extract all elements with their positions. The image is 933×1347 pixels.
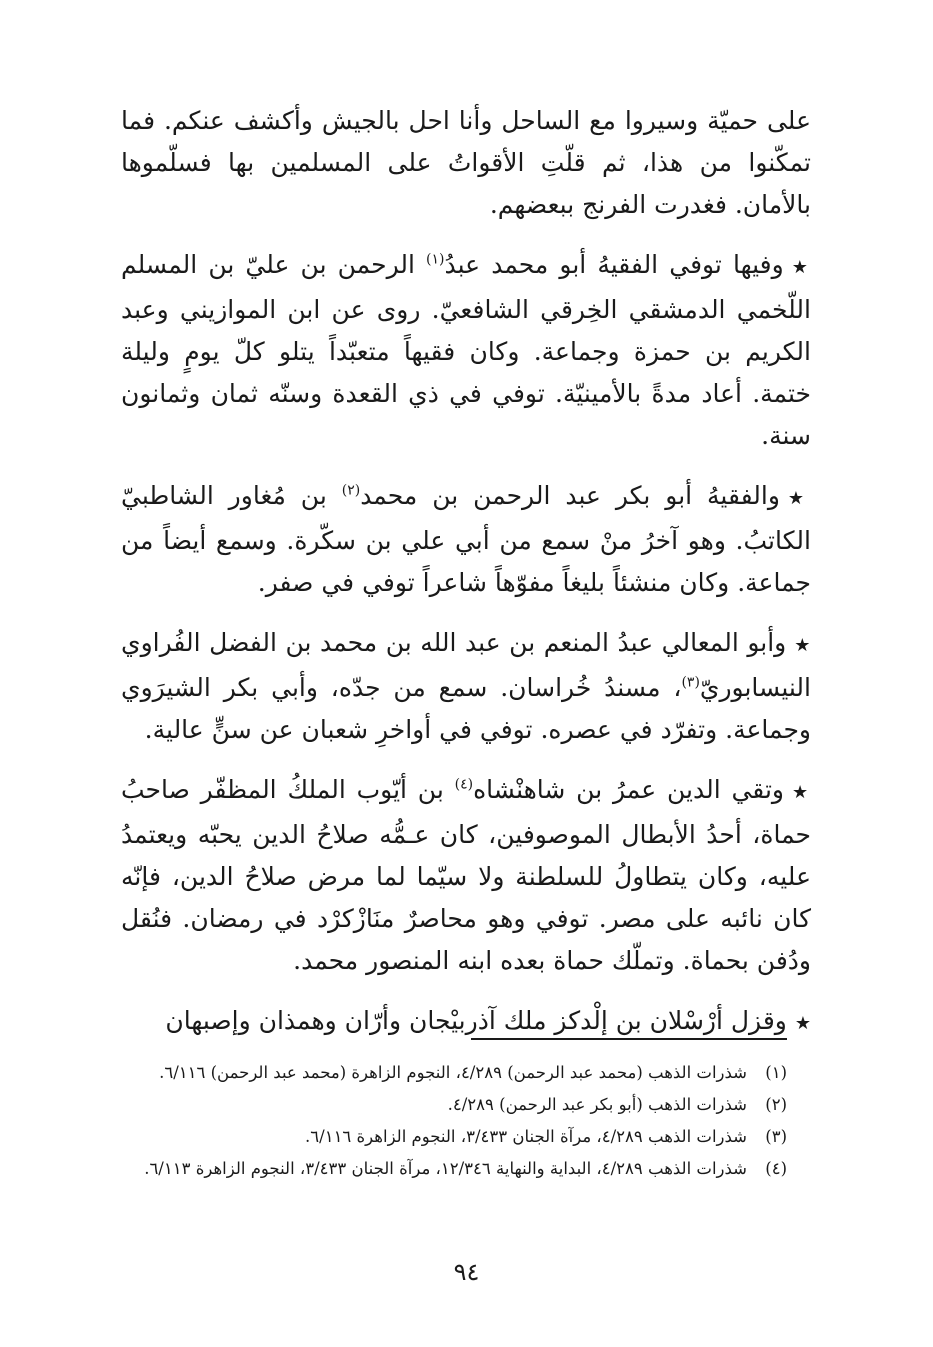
main-text xyxy=(121,100,811,1045)
footnote-4 xyxy=(121,1154,787,1184)
footnote-3 xyxy=(121,1122,787,1152)
paragraph-text-after: الرحمن بن عليّ بن المسلم اللّخمي الدمشقي الخِرقي الشافعيّ. روى عن ابن الموازيني وعبد الكريم بن حمزة وجماعة. وكان فقيهاً متعبّداً يتلو كلّ يومٍ وليلة ختمة. أعاد مدةً بالأمينيّة. توفي في ذي القعدة وسنّه ثمان وثمانون سنة. xyxy=(121,250,811,450)
footnote-ref-3[interactable]: (٣) xyxy=(681,674,700,691)
star-icon: ★ xyxy=(791,257,811,278)
paragraph-text-before: وفيها توفي الفقيهُ أبو محمد عبدُ xyxy=(444,250,784,279)
footnote-2 xyxy=(121,1090,787,1120)
footnote-number: (٢) xyxy=(765,1095,787,1114)
footnote-ref-4[interactable]: (٤) xyxy=(454,776,474,793)
paragraph-text-after: بن مُغاور الشاطبيّ الكاتبُ. وهو آخرُ منْ سمع من أبي علي بن سكّرة. وسمع أيضاً من جماعة. وكان منشئاً بليغاً مفوّهاً شاعراً توفي في صفر. xyxy=(121,481,811,597)
footnote-number: (١) xyxy=(765,1063,787,1082)
paragraph-continuation xyxy=(121,100,811,226)
footnote-text: شذرات الذهب (محمد عبد الرحمن) ٤/٢٨٩، النجوم الزاهرة (محمد عبد الرحمن) ٦/١١٦. xyxy=(159,1063,747,1082)
footnote-text: شذرات الذهب (أبو بكر عبد الرحمن) ٤/٢٨٩. xyxy=(447,1095,747,1114)
paragraph-text-after: ، مسندُ خُراسان. سمع من جدّه، وأبي بكر الشيرَوي وجماعة. وتفرّد في عصره. توفي في أواخرِ شعبان عن سنٍّ عالية. xyxy=(121,673,811,744)
paragraph-text-before: والفقيهُ أبو بكر عبد الرحمن بن محمد xyxy=(360,481,780,510)
paragraph-text-after: بن أيّوب الملكُ المظفّر صاحبُ حماة، أحدُ الأبطال الموصوفين، كان عـمُّه صلاحُ الدين يحبّه ويعتمدُ عليه، وكان يتطاولُ للسلطنة ولا سيّما لما مرض صلاحُ الدين، فإنّه كان نائبه على مصر. توفي وهو محاصرٌ منَازْكرْد في رمضان. فنُقل ودُفن بحماة. وتملّك حماة بعده ابنه المنصور محمد. xyxy=(121,775,811,975)
paragraph-obituary-abu-bakr-shatibi xyxy=(121,475,811,604)
page-number: ٩٤ xyxy=(453,1258,480,1286)
paragraph-obituary-abdulrahman-lakhmi xyxy=(121,244,811,457)
footnote-number: (٤) xyxy=(765,1159,787,1178)
paragraph-text-before: وتقي الدين عمرُ بن شاهنْشاه xyxy=(473,775,784,804)
footnote-text: شذرات الذهب ٤/٢٨٩، البداية والنهاية ١٢/٣٤٦، مرآة الجنان ٣/٤٣٣، النجوم الزاهرة ٦/١١٣. xyxy=(144,1159,747,1178)
footnote-text: شذرات الذهب ٤/٢٨٩، مرآة الجنان ٣/٤٣٣، النجوم الزاهرة ٦/١١٦. xyxy=(305,1127,747,1146)
paragraph-obituary-taqi-al-din xyxy=(121,769,811,982)
star-icon: ★ xyxy=(794,1013,811,1034)
star-icon: ★ xyxy=(787,488,812,509)
footnote-divider xyxy=(471,1038,787,1040)
footnote-ref-2[interactable]: (٢) xyxy=(341,482,361,499)
paragraph-text: وقزل أرْسْلان بن إلْدكز ملك آذربيْجان وأرّان وهمذان وإصبهان xyxy=(165,1006,787,1035)
footnote-number: (٣) xyxy=(765,1127,787,1146)
footnote-1 xyxy=(121,1058,787,1088)
star-icon: ★ xyxy=(794,635,812,656)
paragraph-text: على حميّة وسيروا مع الساحل وأنا احل بالجيش وأكشف عنكم. فما تمكّنوا من هذا، ثم قلّتِ الأقواتُ على المسلمين بها فسلّموها بالأمان. فغدرت الفرنج ببعضهم. xyxy=(121,106,811,219)
footnotes xyxy=(121,1058,787,1186)
paragraph-text-before: وأبو المعالي عبدُ المنعم بن عبد الله بن محمد بن الفضل الفُراوي النيسابوريّ xyxy=(121,628,811,702)
paragraph-obituary-furawi xyxy=(121,622,811,751)
footnote-ref-1[interactable]: (١) xyxy=(426,251,445,268)
star-icon: ★ xyxy=(791,782,811,803)
